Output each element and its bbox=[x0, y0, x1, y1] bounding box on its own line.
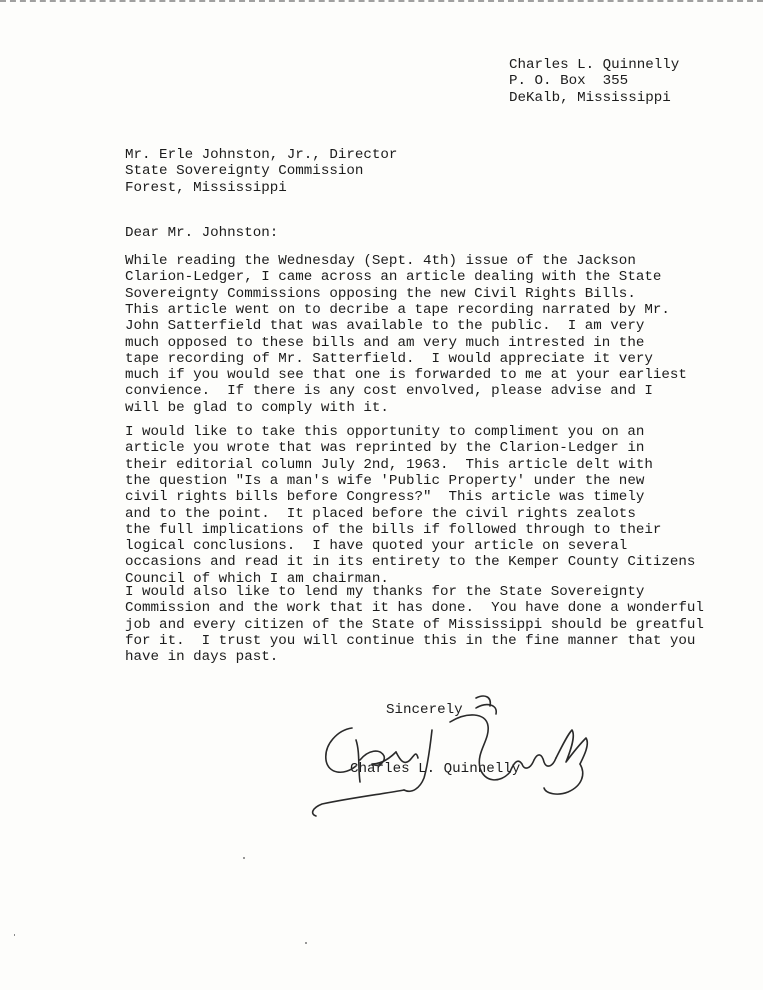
sender-name: Charles L. Quinnelly bbox=[509, 57, 680, 73]
paragraph-line: I would like to take this opportunity to compliment you on an bbox=[125, 424, 645, 440]
signature-stroke bbox=[326, 728, 356, 772]
paragraph-line: have in days past. bbox=[125, 649, 279, 666]
paragraph-line: Council of which I am chairman. bbox=[125, 570, 389, 587]
closing-text: Sincerely bbox=[386, 702, 463, 718]
paragraph-line: civil rights bills before Congress?" This article was timely bbox=[125, 489, 645, 506]
paragraph-line: article you wrote that was reprinted by the Clarion-Ledger in bbox=[125, 440, 645, 457]
paragraph-line: tape recording of Mr. Satterfield. I would appreciate it very bbox=[125, 350, 653, 367]
paragraph-line: their editorial column July 2nd, 1963. This article delt with bbox=[125, 456, 653, 473]
paragraph-line: job and every citizen of the State of Mississippi should be greatful bbox=[125, 616, 704, 633]
sender-po-box: P. O. Box 355 bbox=[509, 73, 629, 90]
typed-name: Charles L. Quinnelly bbox=[350, 761, 521, 777]
paragraph-line: much if you would see that one is forwarded to me at your earliest bbox=[125, 367, 687, 384]
signature-stroke bbox=[556, 730, 587, 764]
scan-speck bbox=[305, 942, 307, 944]
signature-stroke bbox=[544, 764, 583, 794]
paragraph-line: Sovereignty Commissions opposing the new Civil Rights Bills. bbox=[125, 285, 636, 302]
scan-speck bbox=[243, 857, 245, 859]
paragraph-line: While reading the Wednesday (Sept. 4th) issue of the Jackson bbox=[125, 253, 636, 269]
paragraph-line: Clarion-Ledger, I came across an article dealing with the State bbox=[125, 269, 662, 286]
paragraph-line: John Satterfield that was available to the public. I am very bbox=[125, 318, 645, 335]
paragraph-line: much opposed to these bills and am very much intrested in the bbox=[125, 334, 645, 351]
handwritten-signature bbox=[300, 690, 620, 830]
scan-speck bbox=[14, 934, 15, 936]
signature-stroke bbox=[313, 790, 404, 816]
scan-top-edge bbox=[0, 0, 763, 8]
paragraph-line: will be glad to comply with it. bbox=[125, 399, 389, 416]
paragraph-line: convience. If there is any cost envolved, please advise and I bbox=[125, 383, 653, 400]
signature-stroke bbox=[510, 755, 556, 772]
paragraph-line: logical conclusions. I have quoted your article on several bbox=[125, 538, 628, 555]
signature-stroke bbox=[360, 751, 396, 765]
sender-city: DeKalb, Mississippi bbox=[509, 89, 671, 106]
paragraph-line: occasions and read it in its entirety to the Kemper County Citizens bbox=[125, 554, 696, 571]
signature-stroke bbox=[356, 740, 360, 782]
paragraph-line: This article went on to decribe a tape recording narrated by Mr. bbox=[125, 301, 670, 318]
recipient-organization: State Sovereignty Commission bbox=[125, 163, 364, 180]
signature-stroke bbox=[450, 715, 510, 780]
salutation-text: Dear Mr. Johnston: bbox=[125, 225, 279, 241]
signature-stroke bbox=[476, 705, 496, 714]
signature-stroke bbox=[396, 752, 418, 762]
recipient-city: Forest, Mississippi bbox=[125, 179, 287, 196]
paragraph-line: and to the point. It placed before the civil rights zealots bbox=[125, 505, 636, 522]
paragraph-line: for it. I trust you will continue this in the fine manner that you bbox=[125, 632, 696, 649]
paragraph-line: the full implications of the bills if followed through to their bbox=[125, 521, 662, 538]
paragraph-line: the question "Is a man's wife 'Public Property' under the new bbox=[125, 472, 645, 489]
paragraph-line: I would also like to lend my thanks for the State Sovereignty bbox=[125, 584, 645, 600]
paragraph-line: Commission and the work that it has done. You have done a wonderful bbox=[125, 600, 704, 617]
recipient-name: Mr. Erle Johnston, Jr., Director bbox=[125, 147, 398, 163]
